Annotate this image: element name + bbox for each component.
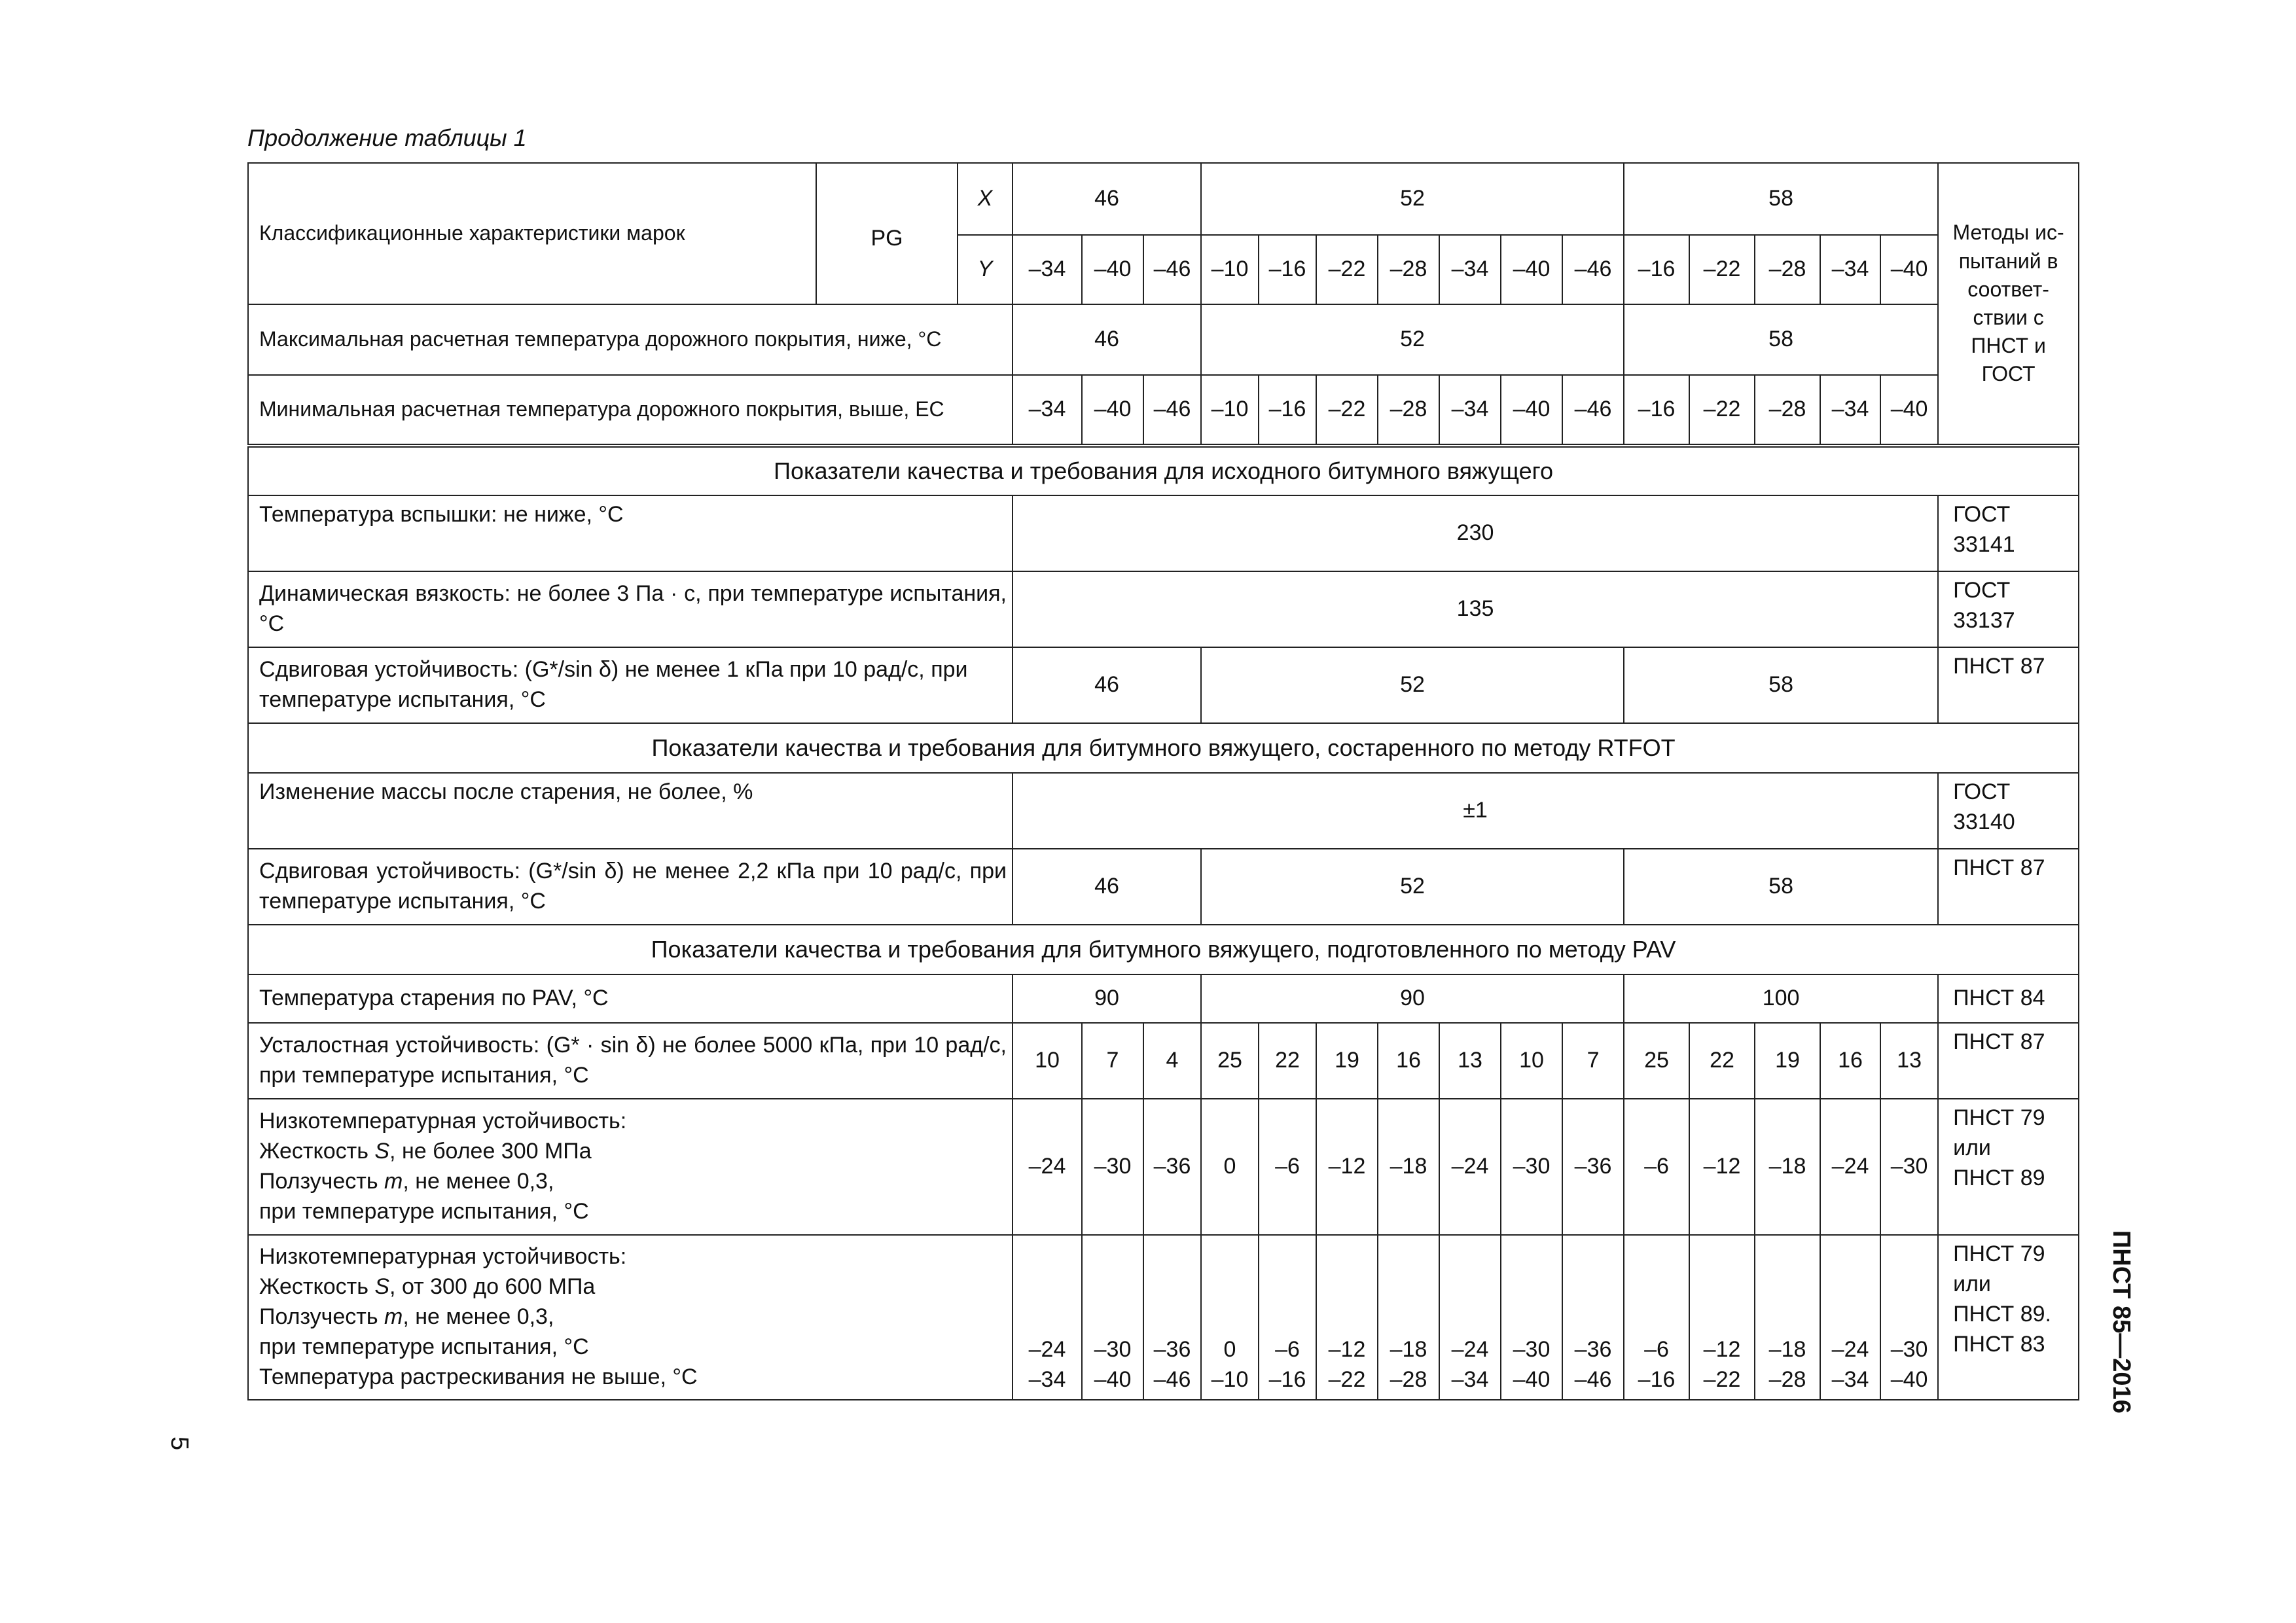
value-cell: –6 –16 xyxy=(1624,1235,1689,1400)
section2-row xyxy=(248,723,2079,773)
value-cell: –34 xyxy=(1820,375,1880,446)
lowtemp2-label: Низкотемпературная устойчивость: Жесткость S, от 300 до 600 МПа Ползучесть m, не менее 0,3, при температуре испытания, °С Температура растрескивания не выше, °С xyxy=(248,1235,1013,1400)
shear2-method: ПНСТ 87 xyxy=(1938,849,2079,925)
value-cell: 25 xyxy=(1624,1023,1689,1099)
viscosity-row xyxy=(248,571,2079,647)
value-cell: 0 xyxy=(1201,1099,1259,1235)
value-cell: 19 xyxy=(1316,1023,1378,1099)
value-cell: –34 xyxy=(1013,375,1082,446)
mass-method: ГОСТ 33140 xyxy=(1938,773,2079,849)
mass-value: ±1 xyxy=(1013,773,1938,849)
flash-value: 230 xyxy=(1013,495,1938,571)
aging-label: Температура старения по PAV, °С xyxy=(248,974,1013,1023)
value-cell: –46 xyxy=(1143,375,1201,446)
value-cell: –46 xyxy=(1562,375,1624,446)
value-cell: –46 xyxy=(1562,235,1624,304)
value-cell: –10 xyxy=(1201,235,1259,304)
aging-row xyxy=(248,974,2079,1023)
value-cell: –34 xyxy=(1820,235,1880,304)
value-cell: –40 xyxy=(1880,235,1938,304)
x-label: X xyxy=(958,163,1013,235)
value-cell: –36 xyxy=(1143,1099,1201,1235)
max-temp-46: 46 xyxy=(1013,304,1201,375)
lowtemp1-method: ПНСТ 79 или ПНСТ 89 xyxy=(1938,1099,2079,1235)
value-cell: –36 –46 xyxy=(1562,1235,1624,1400)
value-cell: –6 –16 xyxy=(1259,1235,1316,1400)
value-cell: 16 xyxy=(1378,1023,1439,1099)
section1-row xyxy=(248,446,2079,495)
value-cell: –40 xyxy=(1082,375,1143,446)
value-cell: –6 xyxy=(1259,1099,1316,1235)
value-cell: 22 xyxy=(1259,1023,1316,1099)
value-cell: –28 xyxy=(1755,375,1820,446)
value-cell: –28 xyxy=(1755,235,1820,304)
value-cell: –40 xyxy=(1880,375,1938,446)
document-number: ПНСТ 85—2016 xyxy=(2108,1230,2135,1414)
value-cell: 10 xyxy=(1501,1023,1562,1099)
section1-title: Показатели качества и требования для исходного битумного вяжущего xyxy=(248,446,2079,495)
value-cell: 4 xyxy=(1143,1023,1201,1099)
value-cell: 13 xyxy=(1880,1023,1938,1099)
value-cell: –16 xyxy=(1624,375,1689,446)
y-label: Y xyxy=(958,235,1013,304)
value-cell: 10 xyxy=(1013,1023,1082,1099)
value-cell: –28 xyxy=(1378,375,1439,446)
value-cell: –12 xyxy=(1316,1099,1378,1235)
section3-row xyxy=(248,925,2079,974)
max-temp-label: Максимальная расчетная температура дорожного покрытия, ниже, °С xyxy=(248,304,1013,375)
fatigue-method: ПНСТ 87 xyxy=(1938,1023,2079,1099)
value-cell: –12 xyxy=(1689,1099,1755,1235)
value-cell: –12 –22 xyxy=(1689,1235,1755,1400)
value-cell: –6 xyxy=(1624,1099,1689,1235)
value-cell: –40 xyxy=(1501,235,1562,304)
min-temp-row xyxy=(248,375,2079,446)
value-cell: –30 xyxy=(1880,1099,1938,1235)
value-cell: –30 xyxy=(1501,1099,1562,1235)
value-cell: –40 xyxy=(1501,375,1562,446)
value-cell: –18 xyxy=(1378,1099,1439,1235)
value-cell: –46 xyxy=(1143,235,1201,304)
value-cell: –22 xyxy=(1689,235,1755,304)
fatigue-row xyxy=(248,1023,2079,1099)
shear2-label: Сдвиговая устойчивость: (G*/sin δ) не менее 2,2 кПа при 10 рад/с, при температуре испытания, °С xyxy=(248,849,1013,925)
page-number: 5 xyxy=(166,1436,193,1451)
x-value-58: 58 xyxy=(1624,163,1938,235)
x-value-52: 52 xyxy=(1201,163,1624,235)
value-cell: 13 xyxy=(1439,1023,1501,1099)
value-cell: –30 xyxy=(1082,1099,1143,1235)
max-temp-58: 58 xyxy=(1624,304,1938,375)
value-cell: –24 xyxy=(1439,1099,1501,1235)
value-cell: –18 xyxy=(1755,1099,1820,1235)
value-cell: 7 xyxy=(1562,1023,1624,1099)
viscosity-value: 135 xyxy=(1013,571,1938,647)
value-cell: –10 xyxy=(1201,375,1259,446)
shear2-value-46: 46 xyxy=(1013,849,1201,925)
min-temp-label: Минимальная расчетная температура дорожного покрытия, выше, ЕС xyxy=(248,375,1013,446)
value-cell: –30 –40 xyxy=(1082,1235,1143,1400)
value-cell: –18 –28 xyxy=(1378,1235,1439,1400)
value-cell: 22 xyxy=(1689,1023,1755,1099)
lowtemp1-row xyxy=(248,1099,2079,1235)
value-cell: –24 –34 xyxy=(1820,1235,1880,1400)
value-cell: 19 xyxy=(1755,1023,1820,1099)
shear1-method: ПНСТ 87 xyxy=(1938,647,2079,723)
section3-title: Показатели качества и требования для битумного вяжущего, подготовленного по методу PAV xyxy=(248,925,2079,974)
value-cell: –24 –34 xyxy=(1439,1235,1501,1400)
value-cell: –24 –34 xyxy=(1013,1235,1082,1400)
value-cell: –36 –46 xyxy=(1143,1235,1201,1400)
x-value-46: 46 xyxy=(1013,163,1201,235)
value-cell: –18 –28 xyxy=(1755,1235,1820,1400)
mass-row xyxy=(248,773,2079,849)
flash-method: ГОСТ 33141 xyxy=(1938,495,2079,571)
value-cell: –22 xyxy=(1316,235,1378,304)
value-cell: –30 –40 xyxy=(1501,1235,1562,1400)
shear2-row xyxy=(248,849,2079,925)
value-cell: –36 xyxy=(1562,1099,1624,1235)
value-cell: –30 –40 xyxy=(1880,1235,1938,1400)
max-temp-row xyxy=(248,304,2079,375)
shear1-row xyxy=(248,647,2079,723)
flash-label: Температура вспышки: не ниже, °С xyxy=(248,495,1013,571)
pg-label: PG xyxy=(816,163,958,304)
value-cell: –34 xyxy=(1439,235,1501,304)
shear1-value-58: 58 xyxy=(1624,647,1938,723)
lowtemp1-label: Низкотемпературная устойчивость: Жесткость S, не более 300 МПа Ползучесть m, не менее 0,3, при температуре испытания, °С xyxy=(248,1099,1013,1235)
value-cell: –12 –22 xyxy=(1316,1235,1378,1400)
value-cell: –22 xyxy=(1316,375,1378,446)
classification-label: Классификационные характеристики марок xyxy=(248,163,816,304)
lowtemp2-method: ПНСТ 79 или ПНСТ 89. ПНСТ 83 xyxy=(1938,1235,2079,1400)
value-cell: –28 xyxy=(1378,235,1439,304)
value-cell: –22 xyxy=(1689,375,1755,446)
value-cell: –40 xyxy=(1082,235,1143,304)
value-cell: 7 xyxy=(1082,1023,1143,1099)
lowtemp2-row xyxy=(248,1235,2079,1400)
aging-value-58: 100 xyxy=(1624,974,1938,1023)
mass-label: Изменение массы после старения, не более, % xyxy=(248,773,1013,849)
value-cell: 16 xyxy=(1820,1023,1880,1099)
value-cell: –16 xyxy=(1259,375,1316,446)
header-row-x xyxy=(248,163,2079,235)
value-cell: –34 xyxy=(1013,235,1082,304)
fatigue-label: Усталостная устойчивость: (G* · sin δ) не более 5000 кПа, при 10 рад/с, при температуре испытания, °С xyxy=(248,1023,1013,1099)
methods-header: Методы ис- пытаний в соответ- ствии с ПНСТ и ГОСТ xyxy=(1938,163,2079,446)
value-cell: –16 xyxy=(1624,235,1689,304)
flash-row xyxy=(248,495,2079,571)
shear1-value-46: 46 xyxy=(1013,647,1201,723)
shear1-label: Сдвиговая устойчивость: (G*/sin δ) не менее 1 кПа при 10 рад/с, при температуре испытания, °С xyxy=(248,647,1013,723)
shear2-value-52: 52 xyxy=(1201,849,1624,925)
table-caption: Продолжение таблицы 1 xyxy=(247,124,527,151)
section2-title: Показатели качества и требования для битумного вяжущего, состаренного по методу RTFOT xyxy=(248,723,2079,773)
aging-value-46: 90 xyxy=(1013,974,1201,1023)
value-cell: 25 xyxy=(1201,1023,1259,1099)
aging-method: ПНСТ 84 xyxy=(1938,974,2079,1023)
shear2-value-58: 58 xyxy=(1624,849,1938,925)
shear1-value-52: 52 xyxy=(1201,647,1624,723)
viscosity-method: ГОСТ 33137 xyxy=(1938,571,2079,647)
grades-table xyxy=(247,162,2079,1400)
value-cell: –24 xyxy=(1013,1099,1082,1235)
max-temp-52: 52 xyxy=(1201,304,1624,375)
value-cell: 0 –10 xyxy=(1201,1235,1259,1400)
viscosity-label: Динамическая вязкость: не более 3 Па · с, при температуре испытания, °С xyxy=(248,571,1013,647)
aging-value-52: 90 xyxy=(1201,974,1624,1023)
value-cell: –16 xyxy=(1259,235,1316,304)
value-cell: –24 xyxy=(1820,1099,1880,1235)
value-cell: –34 xyxy=(1439,375,1501,446)
